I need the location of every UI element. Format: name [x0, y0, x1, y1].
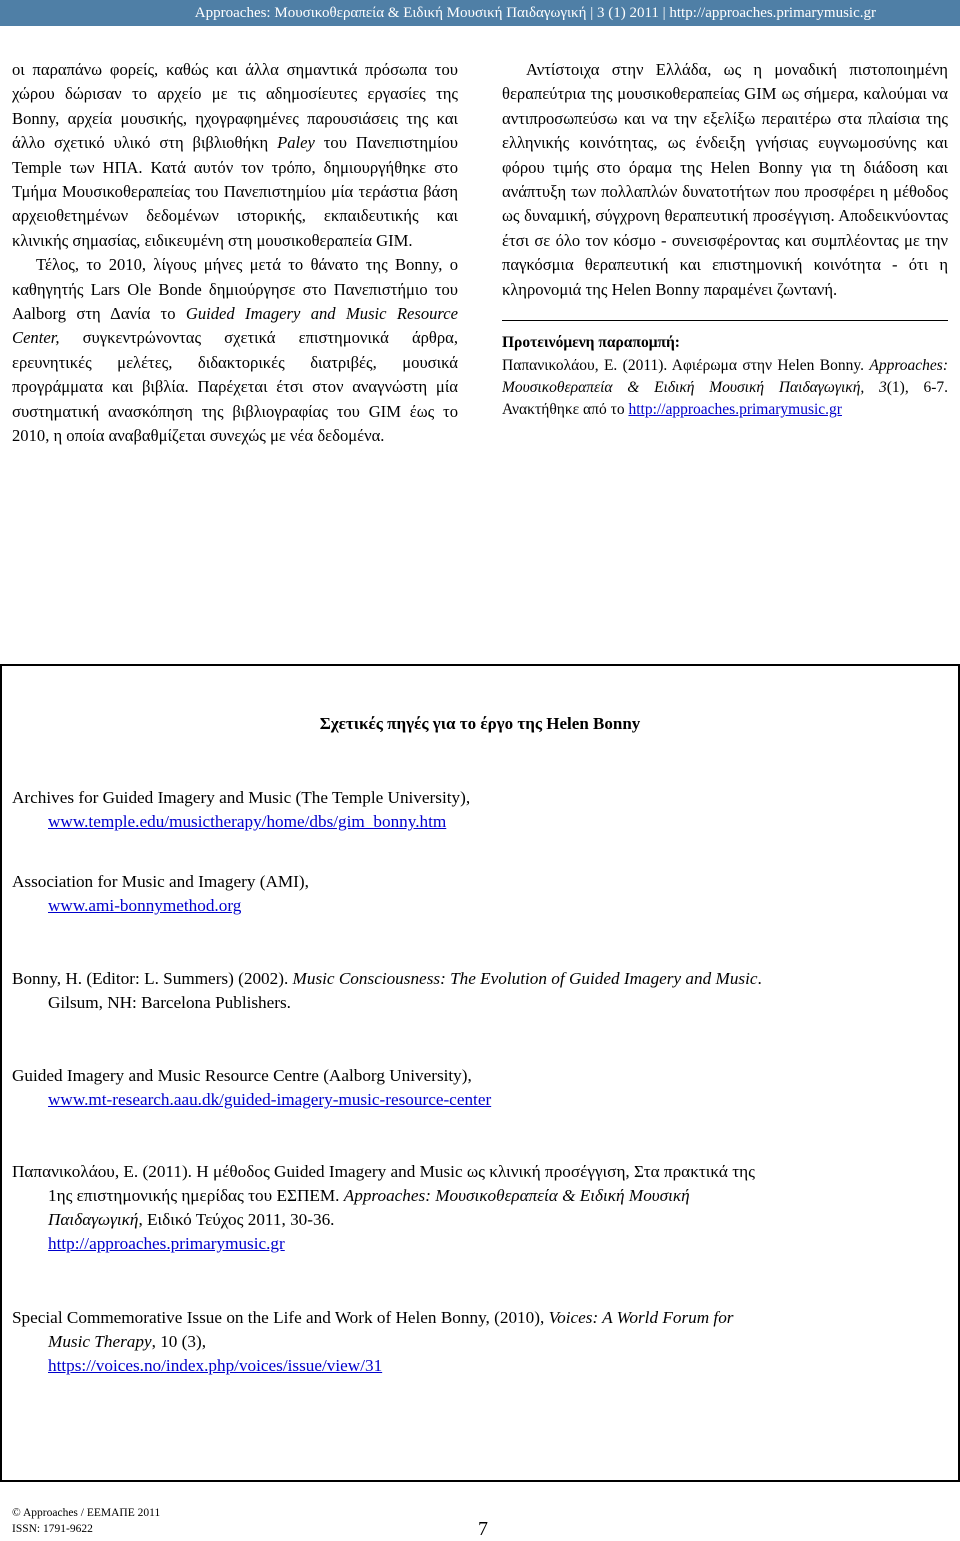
left-paragraph-1: οι παραπάνω φορείς, καθώς και άλλα σημαντικά πρόσωπα του χώρου δώρισαν το αρχείο με τις αδημοσίευτες εργασίες της Bonny, αρχεία μουσικής, ηχογραφημένες παρουσιάσεις της και άλλο σχετικό υλικό στη βιβλιοθήκη Paley του Πανεπιστημίου Temple των ΗΠΑ. Κατά αυτόν τον τρόπο, δημιουργήθηκε στο Τμήμα Μουσικοθεραπείας του Πανεπιστημίου μία τεράστια βάση αρχειοθετημένων δεδομένων ιστορικής, εκπαιδευτικής και κλινικής σημασίας, ειδικευμένη στη μουσικοθεραπεία GIM.: [12, 60, 458, 250]
source-item: Παπανικολάου, Ε. (2011). Η μέθοδος Guided Imagery and Music ως κλινική προσέγγιση, Στα πρακτικά της 1ης επιστημονικής ημερίδας του ΕΣΠΕΜ. Approaches: Μουσικοθεραπεία & Ειδική Μουσική Παιδαγωγική, Ειδικό Τεύχος 2011, 30-36. http://approaches.primarymusic.gr: [12, 1162, 755, 1253]
source-item: Archives for Guided Imagery and Music (The Temple University), www.temple.edu/musictherapy/home/dbs/gim_bonny.htm: [12, 788, 471, 831]
copyright: © Approaches / ΕΕΜΑΠΕ 2011: [12, 1507, 161, 1519]
left-paragraph-2: Τέλος, το 2010, λίγους μήνες μετά το θάνατο της Bonny, ο καθηγητής Lars Ole Bonde δημιούργησε στο Πανεπιστήμιο του Aalborg στη Δανία το Guided Imagery and Music Resource Center, συγκεντρώνοντας σχετικά επιστημονικά άρθρα, ερευνητικές μελέτες, διδακτορικές διατριβές, μουσικά προγράμματα και βιβλία. Παρέχεται έτσι στον αναγνώστη μία συστηματική ανασκόπηση της βιβλιογραφίας του GIM έως το 2010, η οποία αναβαθμίζεται συνεχώς με νέα δεδομένα.: [12, 255, 458, 446]
source-link[interactable]: www.temple.edu/musictherapy/home/dbs/gim_bonny.htm: [48, 812, 447, 831]
source-item: Guided Imagery and Music Resource Centre (Aalborg University), www.mt-research.aau.dk/guided-imagery-music-resource-center: [12, 1066, 492, 1109]
issn: ISSN: 1791-9622: [12, 1523, 93, 1535]
footer: [12, 1505, 160, 1537]
left-column: [12, 58, 458, 449]
source-link[interactable]: www.ami-bonnymethod.org: [48, 896, 242, 915]
right-paragraph: Αντίστοιχα στην Ελλάδα, ως η μοναδική πιστοποιημένη θεραπεύτρια της μουσικοθεραπείας GIM ως σήμερα, καλούμαι να αντιπροσωπεύσω και να την εξελίξω περαιτέρω στα πλαίσια της ελληνικής κοινότητας, ως ένδειξη γνήσιας ευγνωμοσύνης και φόρου τιμής στο όραμα της Helen Bonny για τη διάδοση και ανάπτυξη των πολλαπλών δυνατοτήτων που προσφέρει η μέθοδος ως δυναμική, σύγχρονη θεραπευτική προσέγγιση. Αποδεικνύοντας έτσι σε όλο τον κόσμο - συνεισφέροντας και συμπλέοντας με την παγκόσμια θεραπευτική και επιστημονική κοινότητα - ότι η κληρονομιά της Helen Bonny παραμένει ζωντανή.: [502, 60, 948, 299]
source-link[interactable]: http://approaches.primarymusic.gr: [48, 1234, 285, 1253]
source-item: Bonny, H. (Editor: L. Summers) (2002). Music Consciousness: The Evolution of Guided Imagery and Music. Gilsum, NH: Barcelona Publishers.: [12, 969, 762, 1012]
citation-link[interactable]: http://approaches.primarymusic.gr: [628, 401, 842, 419]
citation-heading: Προτεινόμενη παραπομπή:: [502, 334, 680, 352]
journal-header: Approaches: Μουσικοθεραπεία & Ειδική Μουσική Παιδαγωγική | 3 (1) 2011 | http://approaches.primarymusic.gr: [0, 0, 960, 26]
source-item: Special Commemorative Issue on the Life and Work of Helen Bonny, (2010), Voices: A World Forum for Music Therapy, 10 (3), https://voices.no/index.php/voices/issue/view/31: [12, 1308, 734, 1375]
sources-title: Σχετικές πηγές για το έργο της Helen Bonny: [319, 714, 641, 733]
source-link[interactable]: www.mt-research.aau.dk/guided-imagery-music-resource-center: [48, 1090, 492, 1109]
divider: [502, 320, 948, 321]
source-item: Association for Music and Imagery (AMI), www.ami-bonnymethod.org: [12, 872, 309, 915]
citation: Παπανικολάου, Ε. (2011). Αφιέρωμα στην Helen Bonny. Approaches: Μουσικοθεραπεία & Ειδική Μουσική Παιδαγωγική, 3(1), 6-7. Ανακτήθηκε από το http://approaches.primarymusic.gr: [502, 357, 948, 419]
page-number: 7: [478, 1518, 488, 1540]
right-column: [502, 58, 948, 421]
source-link[interactable]: https://voices.no/index.php/voices/issue/view/31: [48, 1356, 383, 1375]
